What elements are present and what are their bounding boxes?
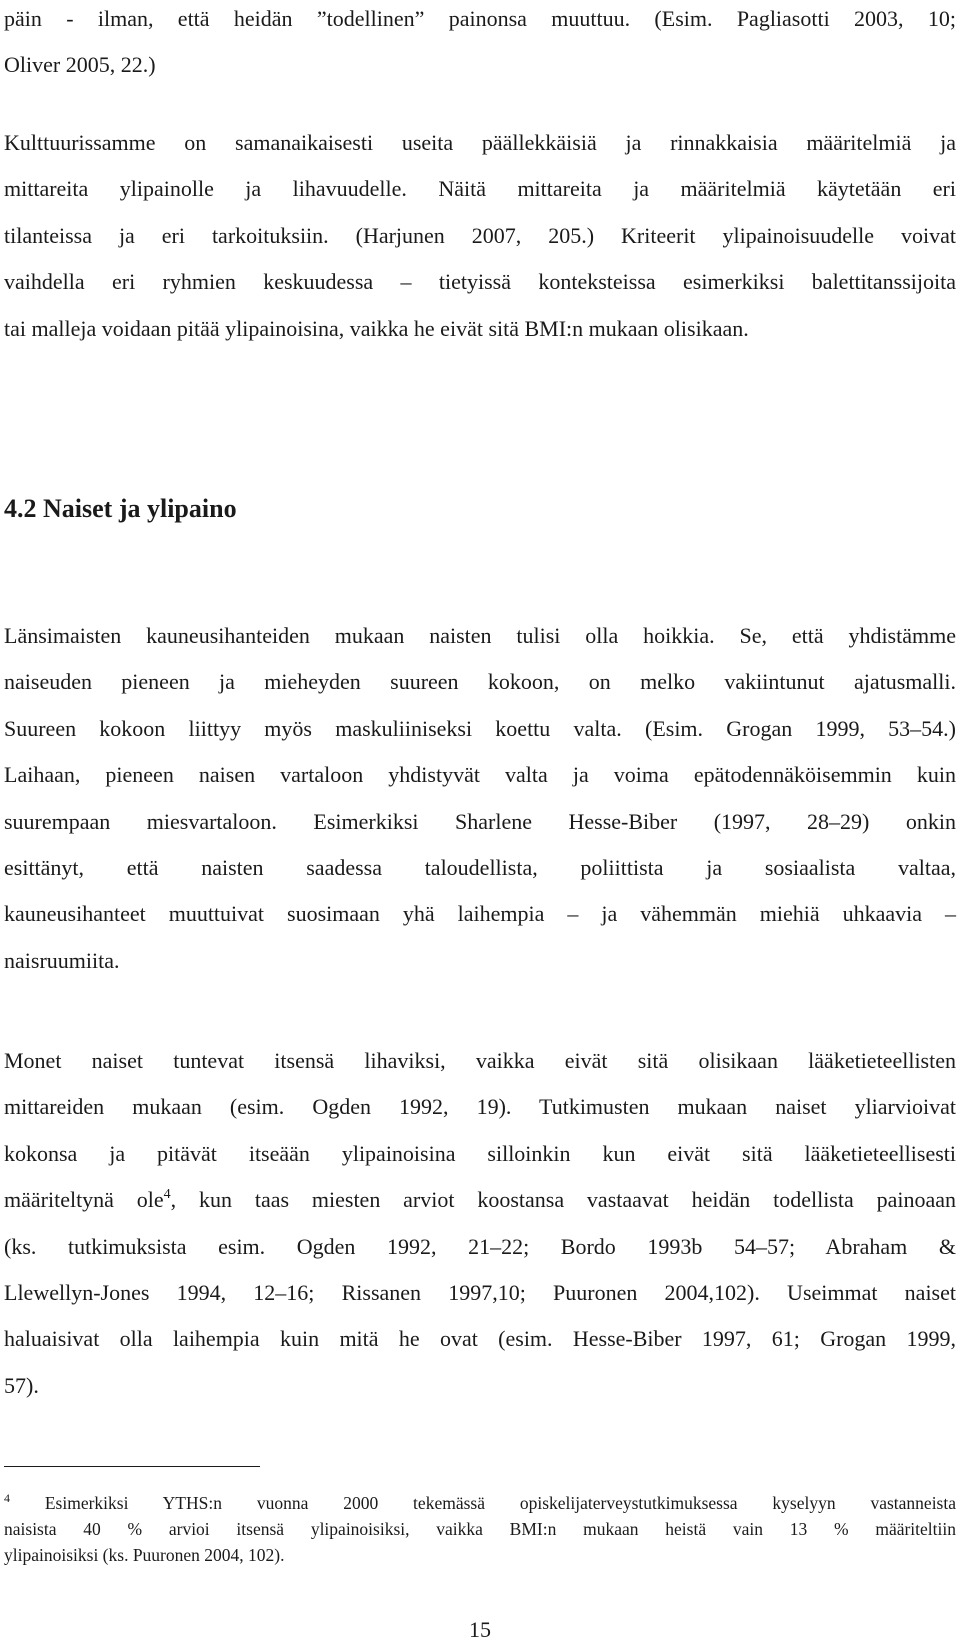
- text-line: kauneusihanteet muuttuivat suosimaan yhä laihempia – ja vähemmän miehiä uhkaavia –: [4, 901, 956, 927]
- paragraph-2: [4, 132, 956, 364]
- text-line: päin - ilman, että heidän ”todellinen” painonsa muuttuu. (Esim. Pagliasotti 2003, 10;: [4, 6, 956, 31]
- paragraph-3: [4, 625, 956, 996]
- footnote-line: [4, 1491, 956, 1521]
- text-line: Llewellyn-Jones 1994, 12–16; Rissanen 1997,10; Puuronen 2004,102). Useimmat naiset: [4, 1279, 956, 1305]
- page-number: 15: [469, 1617, 491, 1642]
- text-line: (ks. tutkimuksista esim. Ogden 1992, 21–22; Bordo 1993b 54–57; Abraham &: [4, 1233, 956, 1259]
- text-line: Länsimaisten kauneusihanteiden mukaan naisten tulisi olla hoikkia. Se, että yhdistämme: [4, 623, 956, 648]
- text-line: 57).: [4, 1372, 39, 1398]
- footnote: [4, 1491, 956, 1573]
- text-line: Monet naiset tuntevat itsensä lihaviksi, vaikka eivät sitä olisikaan lääketieteellisten: [4, 1048, 956, 1073]
- footnote-reference: 4: [163, 1187, 171, 1203]
- text-line: esittänyt, että naisten saadessa taloudellista, poliittista ja sosiaalista valtaa,: [4, 854, 956, 880]
- text-line: suurempaan miesvartaloon. Esimerkiksi Sharlene Hesse-Biber (1997, 28–29) onkin: [4, 808, 956, 834]
- text-line: mittareita ylipainolle ja lihavuudelle. Näitä mittareita ja määritelmiä käytetään eri: [4, 176, 956, 202]
- text-line: naisruumiita.: [4, 947, 120, 973]
- text-line: mittareiden mukaan (esim. Ogden 1992, 19). Tutkimusten mukaan naiset yliarvioivat: [4, 1094, 956, 1120]
- text-line: Kulttuurissamme on samanaikaisesti useita päällekkäisiä ja rinnakkaisia määritelmiä ja: [4, 130, 956, 155]
- text-line-with-footnote-ref: [4, 1189, 956, 1235]
- text-line: naiseuden pieneen ja mieheyden suureen kokoon, on melko vakiintunut ajatusmalli.: [4, 669, 956, 695]
- footnote-line: ylipainoisiksi (ks. Puuronen 2004, 102).: [4, 1545, 285, 1565]
- text-line: haluaisivat olla laihempia kuin mitä he ovat (esim. Hesse-Biber 1997, 61; Grogan 1999,: [4, 1326, 956, 1352]
- section-heading: 4.2 Naiset ja ylipaino: [4, 494, 237, 523]
- paragraph-4: [4, 1050, 956, 1421]
- text-line: Suureen kokoon liittyy myös maskuliiniseksi koettu valta. (Esim. Grogan 1999, 53–54.): [4, 715, 956, 741]
- text-segment: , kun taas miesten arviot koostansa vastaavat heidän todellista painoaan: [170, 1187, 956, 1213]
- footnote-separator: [4, 1466, 260, 1467]
- text-line: Laihaan, pieneen naisen vartaloon yhdistyvät valta ja voima epätodennäköisemmin kuin: [4, 762, 956, 788]
- text-line: kokonsa ja pitävät itseään ylipainoisina silloinkin kun eivät sitä lääketieteellisesti: [4, 1140, 956, 1166]
- footnote-line: naisista 40 % arvioi itsensä ylipainoisiksi, vaikka BMI:n mukaan heistä vain 13 % määriteltiin: [4, 1519, 956, 1539]
- text-line: tilanteissa ja eri tarkoituksiin. (Harjunen 2007, 205.) Kriteerit ylipainoisuudelle voivat: [4, 222, 956, 248]
- text-line: tai malleja voidaan pitää ylipainoisina, vaikka he eivät sitä BMI:n mukaan olisikaan.: [4, 315, 749, 341]
- text-segment: määriteltynä ole: [4, 1187, 164, 1213]
- text-line: Oliver 2005, 22.): [4, 52, 156, 78]
- paragraph-1: [4, 8, 956, 101]
- footnote-marker: 4: [4, 1491, 10, 1505]
- footnote-text: Esimerkiksi YTHS:n vuonna 2000 tekemässä opiskelijaterveystutkimuksessa kyselyyn vastanneista: [10, 1493, 956, 1513]
- text-line: vaihdella eri ryhmien keskuudessa – tietyissä konteksteissa esimerkiksi balettitanssijoita: [4, 269, 956, 295]
